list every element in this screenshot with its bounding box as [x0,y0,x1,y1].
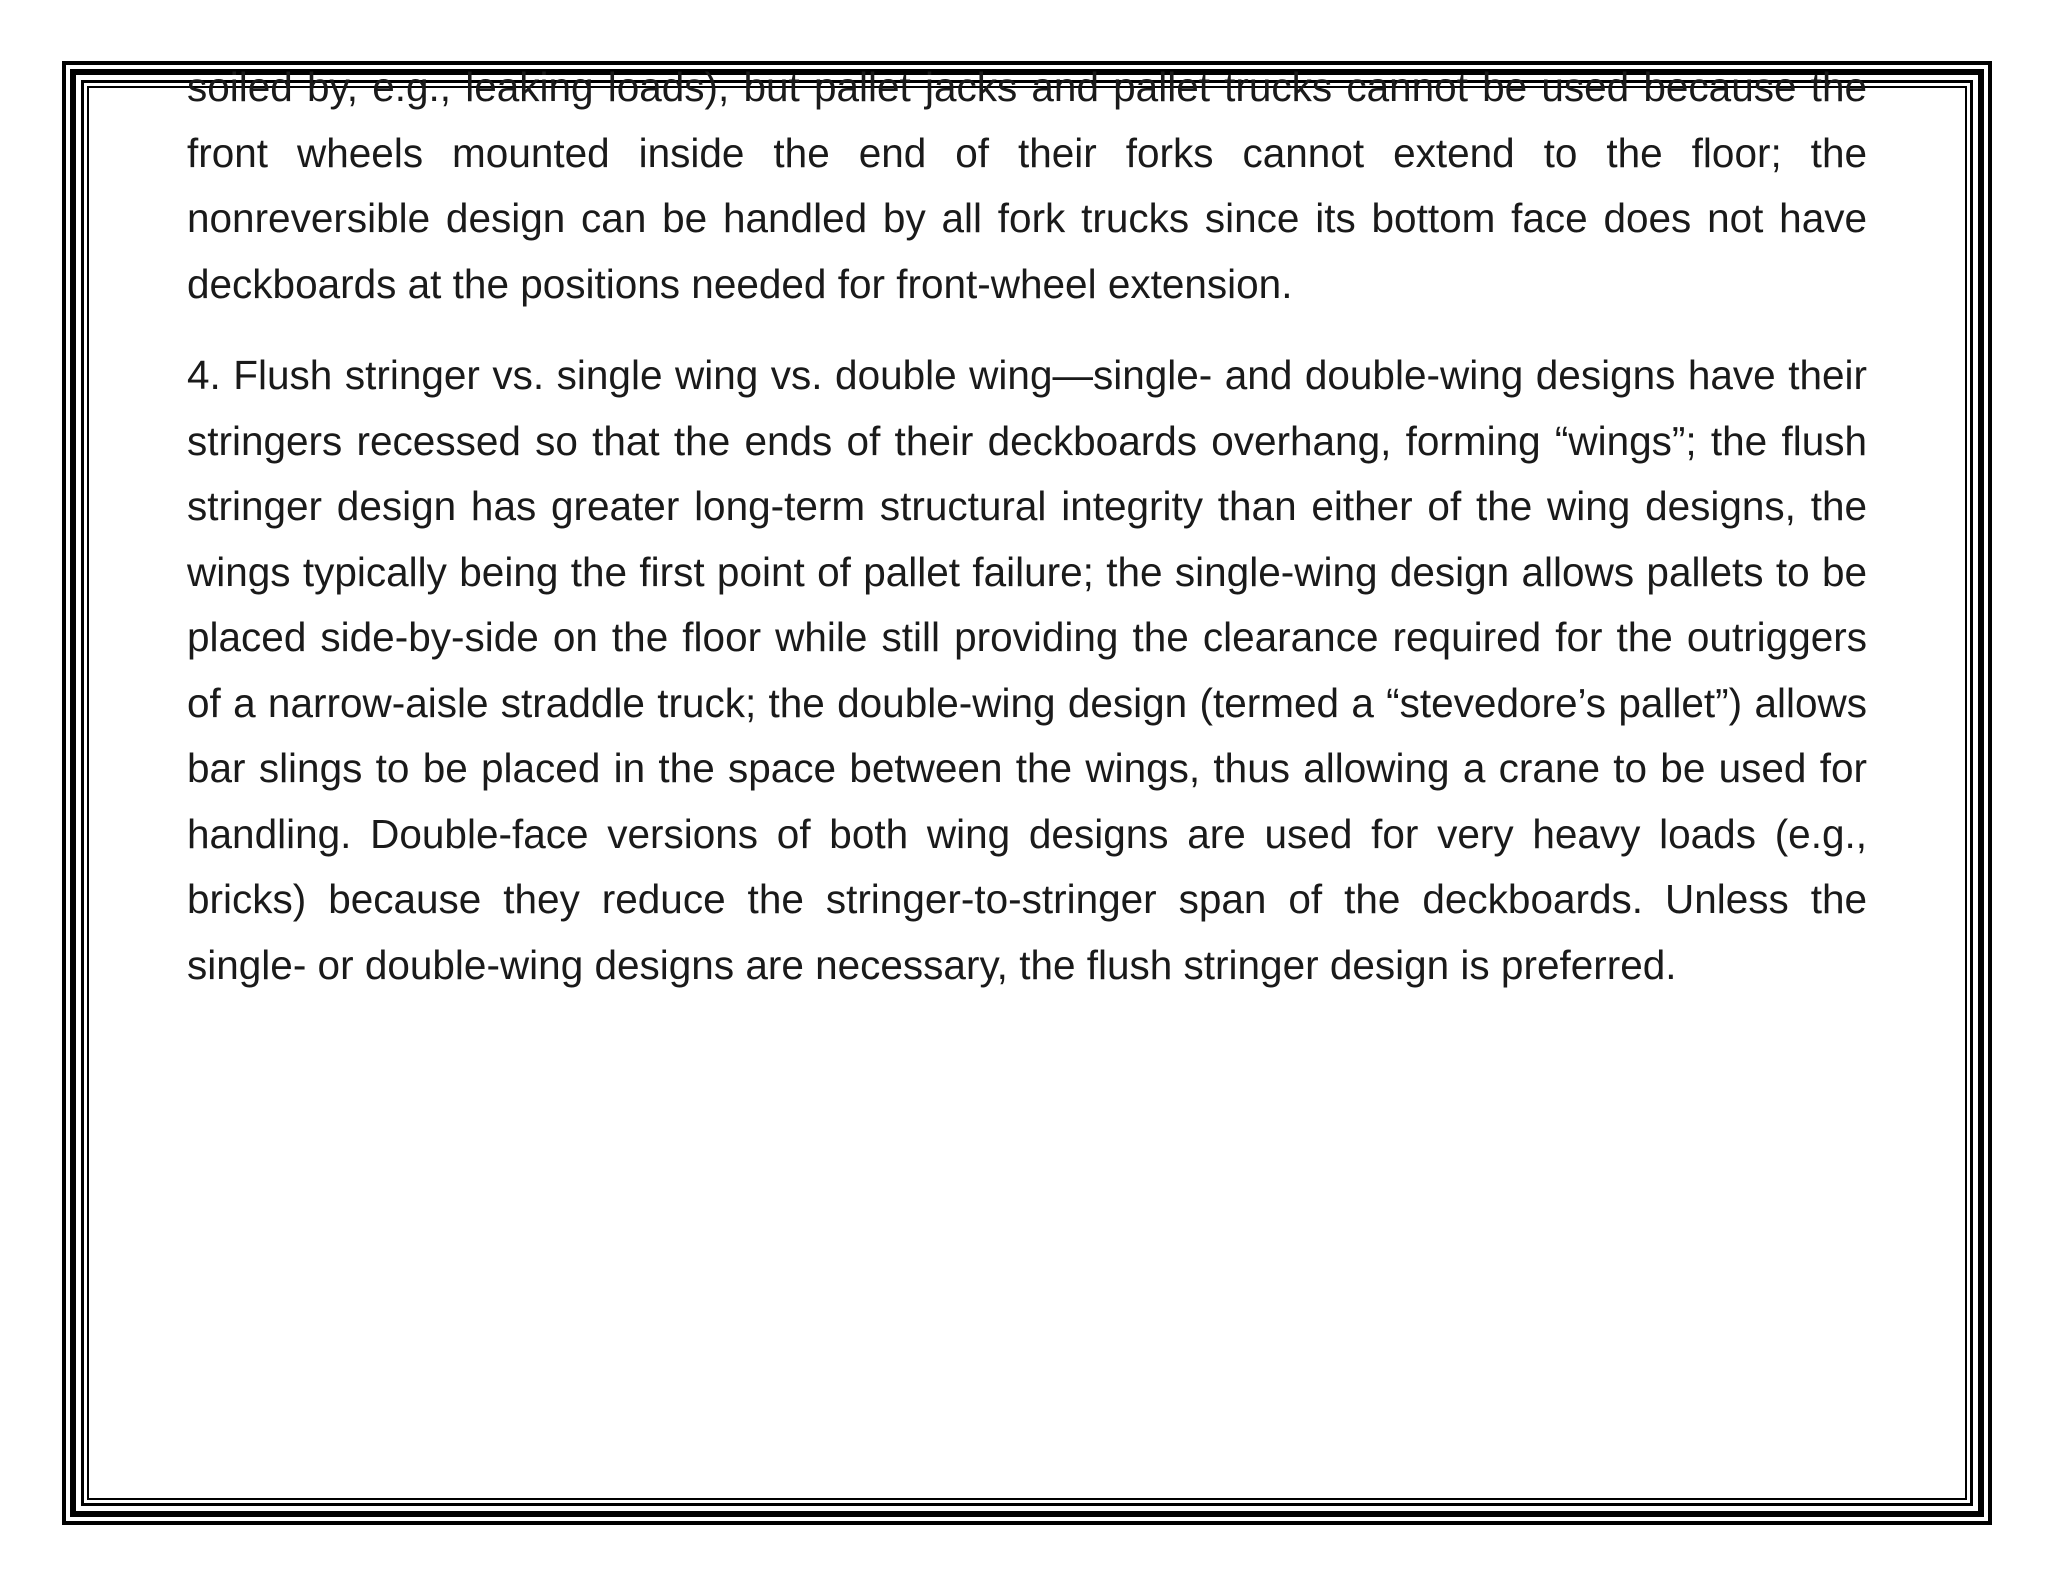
paragraph-item-4: 4. Flush stringer vs. single wing vs. double wing—single- and double-wing designs have their stringers recessed so that the ends of their deckboards overhang, forming “wings”; the flush stringer design has greater long-term structural integrity than either of the wing designs, the wings typically being the first point of pallet failure; the single-wing design allows pallets to be placed side-by-side on the floor while still providing the clearance required for the outriggers of a narrow-aisle straddle truck; the double-wing design (termed a “stevedore’s pallet”) allows bar slings to be placed in the space between the wings, thus allowing a crane to be used for handling. Double-face versions of both wing designs are used for very heavy loads (e.g., bricks) because they reduce the stringer-to-stringer span of the deckboards. Unless the single- or double-wing designs are necessary, the flush stringer design is preferred. [187,352,1867,988]
document-body [187,55,1867,1065]
paragraph-continuation: soiled by, e.g., leaking loads), but pallet jacks and pallet trucks cannot be used because the front wheels mounted inside the end of their forks cannot extend to the floor; the nonreversible design can be handled by all fork trucks since its bottom face does not have deckboards at the positions needed for front-wheel extension. [187,64,1867,307]
